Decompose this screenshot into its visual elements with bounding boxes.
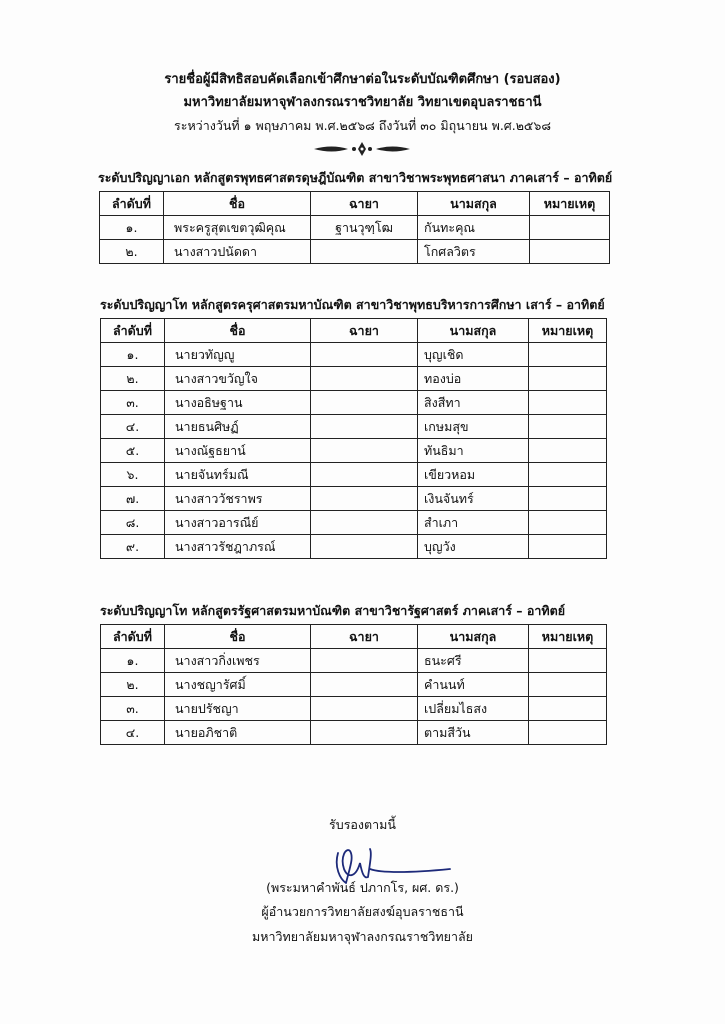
cell-no: ๕. <box>101 439 165 463</box>
cell-surname: บุญเชิด <box>418 343 529 367</box>
cell-title <box>311 535 418 559</box>
col-title: ฉายา <box>311 625 418 649</box>
table-row <box>101 415 607 439</box>
cell-name: นางสาวรัชฎาภรณ์ <box>165 535 311 559</box>
cell-title <box>311 487 418 511</box>
cell-no: ๖. <box>101 463 165 487</box>
cell-remark <box>529 367 607 391</box>
table-row <box>101 721 607 745</box>
ornament-divider-icon <box>312 140 412 158</box>
table-row <box>101 673 607 697</box>
cell-surname: สำเภา <box>418 511 529 535</box>
cell-surname: ตามสีวัน <box>418 721 529 745</box>
signer-name: (พระมหาคำพันธ์ ปภากโร, ผศ. ดร.) <box>266 880 459 895</box>
col-remark: หมายเหตุ <box>529 319 607 343</box>
cell-surname: เปลี่ยมไธสง <box>418 697 529 721</box>
cell-title <box>311 697 418 721</box>
table-row <box>101 343 607 367</box>
table-row <box>100 240 610 264</box>
cell-name: นายปรัชญา <box>165 697 311 721</box>
cell-title <box>311 649 418 673</box>
cell-surname: โกศลวิตร <box>418 240 530 264</box>
header-title: รายชื่อผู้มีสิทธิสอบคัดเลือกเข้าศึกษาต่อในระดับบัณฑิตศึกษา (รอบสอง) <box>164 72 561 87</box>
cell-surname: เงินจันทร์ <box>418 487 529 511</box>
cell-no: ๒. <box>101 367 165 391</box>
header-date-range: ระหว่างวันที่ ๑ พฤษภาคม พ.ศ.๒๕๖๘ ถึงวันที่ ๓๐ มิถุนายน พ.ศ.๒๕๖๘ <box>174 118 551 133</box>
cell-surname: ทองบ่อ <box>418 367 529 391</box>
col-no: ลำดับที่ <box>100 192 164 216</box>
cell-remark <box>530 216 610 240</box>
certify-text: รับรองตามนี้ <box>329 817 396 832</box>
cell-name: นางสาวกิ่งเพชร <box>165 649 311 673</box>
cell-title <box>311 391 418 415</box>
cell-surname: สิงสีทา <box>418 391 529 415</box>
col-title: ฉายา <box>311 319 418 343</box>
col-name: ชื่อ <box>165 319 311 343</box>
col-remark: หมายเหตุ <box>530 192 610 216</box>
cell-name: นายจันทร์มณี <box>165 463 311 487</box>
cell-remark <box>529 391 607 415</box>
cell-surname: ทันธิมา <box>418 439 529 463</box>
table-header-row <box>101 625 607 649</box>
cell-no: ๙. <box>101 535 165 559</box>
cell-remark <box>529 697 607 721</box>
cell-no: ๒. <box>100 240 164 264</box>
cell-remark <box>529 343 607 367</box>
cell-name: นางอธิษฐาน <box>165 391 311 415</box>
section-heading-education-admin: ระดับปริญญาโท หลักสูตรครุศาสตรมหาบัณฑิต สาขาวิชาพุทธบริหารการศึกษา เสาร์ – อาทิตย์ <box>100 297 605 312</box>
cell-name: นายวทัญญู <box>165 343 311 367</box>
cell-title <box>311 343 418 367</box>
col-surname: นามสกุล <box>418 192 530 216</box>
cell-name: นายธนศิษฏ์ <box>165 415 311 439</box>
cell-name: นายอภิชาติ <box>165 721 311 745</box>
table-row <box>101 649 607 673</box>
cell-title <box>311 240 418 264</box>
cell-remark <box>529 415 607 439</box>
cell-name: นางสาวปนัดดา <box>164 240 311 264</box>
col-surname: นามสกุล <box>418 625 529 649</box>
cell-remark <box>529 673 607 697</box>
col-name: ชื่อ <box>164 192 311 216</box>
cell-title <box>311 721 418 745</box>
cell-name: นางสาวอารณีย์ <box>165 511 311 535</box>
col-title: ฉายา <box>311 192 418 216</box>
cell-surname: ธนะศรี <box>418 649 529 673</box>
cell-no: ๔. <box>101 415 165 439</box>
cell-remark <box>529 439 607 463</box>
col-surname: นามสกุล <box>418 319 529 343</box>
cell-no: ๗. <box>101 487 165 511</box>
cell-title: ฐานวุฑฺโฒ <box>311 216 418 240</box>
table-header-row <box>100 192 610 216</box>
cell-no: ๑. <box>100 216 164 240</box>
cell-surname: เขียวหอม <box>418 463 529 487</box>
cell-surname: เกษมสุข <box>418 415 529 439</box>
table-row <box>101 439 607 463</box>
col-no: ลำดับที่ <box>101 625 165 649</box>
col-remark: หมายเหตุ <box>529 625 607 649</box>
cell-surname: บุญวัง <box>418 535 529 559</box>
cell-name: พระครูสุตเขตวุฒิคุณ <box>164 216 311 240</box>
table-doctoral <box>99 191 610 264</box>
cell-remark <box>529 649 607 673</box>
cell-no: ๓. <box>101 697 165 721</box>
cell-title <box>311 463 418 487</box>
cell-name: นางสาววัชราพร <box>165 487 311 511</box>
header-university: มหาวิทยาลัยมหาจุฬาลงกรณราชวิทยาลัย วิทยาเขตอุบลราชธานี <box>183 95 542 110</box>
cell-no: ๑. <box>101 343 165 367</box>
cell-surname: คำนนท์ <box>418 673 529 697</box>
table-row <box>101 391 607 415</box>
table-row <box>101 535 607 559</box>
col-no: ลำดับที่ <box>101 319 165 343</box>
cell-remark <box>529 511 607 535</box>
cell-name: นางณัฐธยาน์ <box>165 439 311 463</box>
table-row <box>101 487 607 511</box>
cell-name: นางสาวขวัญใจ <box>165 367 311 391</box>
cell-no: ๘. <box>101 511 165 535</box>
cell-remark <box>529 535 607 559</box>
cell-surname: กันทะคุณ <box>418 216 530 240</box>
section-heading-doctoral: ระดับปริญญาเอก หลักสูตรพุทธศาสตรดุษฎีบัณฑิต สาขาวิชาพระพุทธศาสนา ภาคเสาร์ – อาทิตย์ <box>98 170 613 185</box>
cell-no: ๓. <box>101 391 165 415</box>
cell-title <box>311 415 418 439</box>
table-political-science <box>100 624 607 745</box>
table-row <box>101 463 607 487</box>
signer-position: ผู้อำนวยการวิทยาลัยสงฆ์อุบลราชธานี <box>261 904 464 919</box>
table-education-admin <box>100 318 607 559</box>
signer-institution: มหาวิทยาลัยมหาจุฬาลงกรณราชวิทยาลัย <box>252 929 473 944</box>
cell-title <box>311 673 418 697</box>
cell-no: ๒. <box>101 673 165 697</box>
cell-title <box>311 367 418 391</box>
col-name: ชื่อ <box>165 625 311 649</box>
cell-remark <box>529 463 607 487</box>
cell-title <box>311 511 418 535</box>
cell-no: ๑. <box>101 649 165 673</box>
cell-no: ๔. <box>101 721 165 745</box>
table-header-row <box>101 319 607 343</box>
cell-remark <box>529 487 607 511</box>
table-row <box>101 697 607 721</box>
table-row <box>101 367 607 391</box>
table-row <box>101 511 607 535</box>
table-row <box>100 216 610 240</box>
cell-remark <box>530 240 610 264</box>
cell-title <box>311 439 418 463</box>
cell-remark <box>529 721 607 745</box>
section-heading-political-science: ระดับปริญญาโท หลักสูตรรัฐศาสตรมหาบัณฑิต สาขาวิชารัฐศาสตร์ ภาคเสาร์ – อาทิตย์ <box>100 603 566 618</box>
cell-name: นางชญารัศมิ์ <box>165 673 311 697</box>
